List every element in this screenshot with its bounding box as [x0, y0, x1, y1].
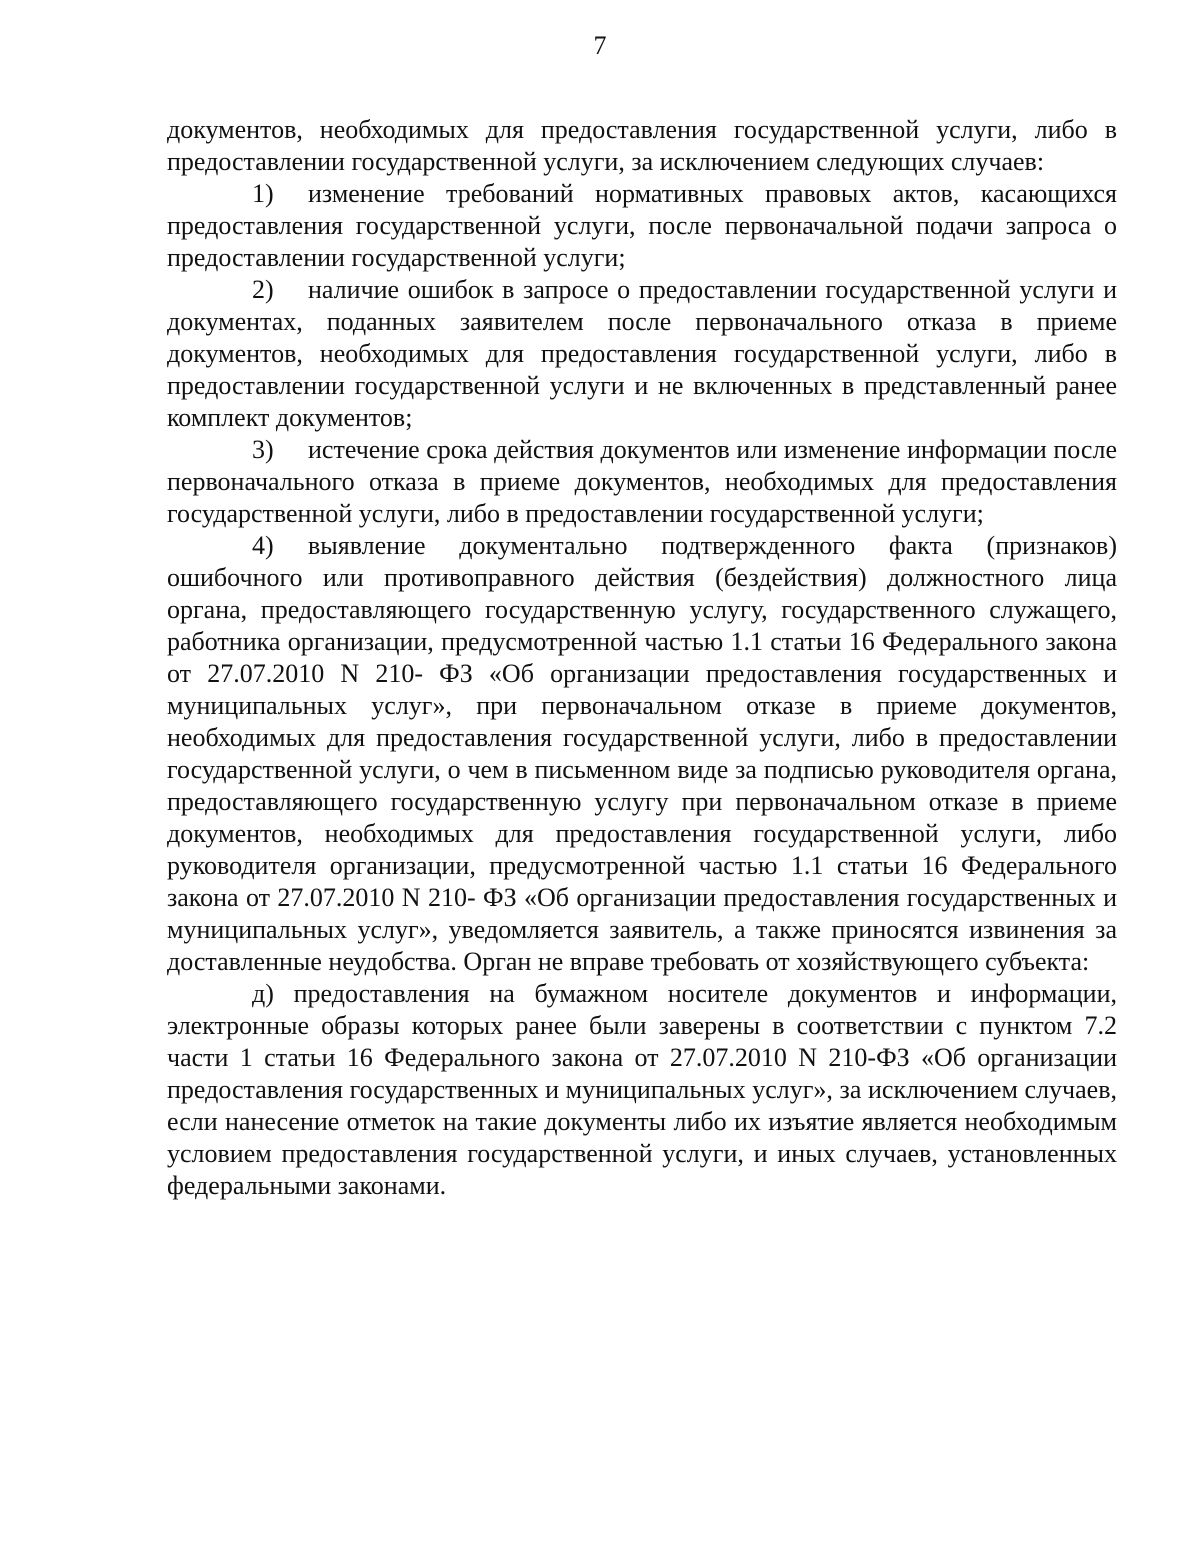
list-item-d: д) предоставления на бумажном носителе документов и информации, электронные образы которых ранее были заверены в соответствии с пунктом 7.2 части 1 статьи 16 Федерального закона от 27.07.2010 N 210-ФЗ «Об организации предоставления государственных и муниципальных услуг», за исключением случаев, если нанесение отметок на такие документы либо их изъятие является необходимым условием предоставления государственной услуги, и иных случаев, установленных федеральными законами. [167, 979, 1117, 1200]
list-item-marker: 4) [252, 531, 274, 560]
list-item-text: наличие ошибок в запросе о предоставлении государственной услуги и документах, поданных заявителем после первоначального отказа в приеме документов, необходимых для предоставления государственной услуги, либо в предоставлении государственной услуги и не включенных в представленный ранее комплект документов; [167, 275, 1117, 432]
list-item-1 [167, 178, 1117, 274]
document-body [167, 114, 1117, 1202]
list-item-text: выявление документально подтвержденного факта (признаков) ошибочного или противоправного действия (бездействия) должностного лица органа, предоставляющего государственную услугу, государственного служащего, работника организации, предусмотренной частью 1.1 статьи 16 Федерального закона от 27.07.2010 N 210- ФЗ «Об организации предоставления государственных и муниципальных услуг», при первоначальном отказе в приеме документов, необходимых для предоставления государственной услуги, либо в предоставлении государственной услуги, о чем в письменном виде за подписью руководителя органа, предоставляющего государственную услугу при первоначальном отказе в приеме документов, необходимых для предоставления государственной услуги, либо руководителя организации, предусмотренной частью 1.1 статьи 16 Федерального закона от 27.07.2010 N 210- ФЗ «Об организации предоставления государственных и муниципальных услуг», уведомляется заявитель, а также приносятся извинения за доставленные неудобства. Орган не вправе требовать от хозяйствующего субъекта: [167, 531, 1117, 976]
list-item-3 [167, 434, 1117, 530]
list-item-marker: 3) [252, 435, 274, 464]
list-item-marker: 1) [252, 179, 274, 208]
list-item-text: истечение срока действия документов или изменение информации после первоначального отказа в приеме документов, необходимых для предоставления государственной услуги, либо в предоставлении государственной услуги; [167, 435, 1117, 528]
list-item-4 [167, 530, 1117, 978]
list-item-marker: 2) [252, 275, 274, 304]
list-item-text: изменение требований нормативных правовых актов, касающихся предоставления государственной услуги, после первоначальной подачи запроса о предоставлении государственной услуги; [167, 179, 1117, 272]
list-item-2 [167, 274, 1117, 434]
paragraph-intro: документов, необходимых для предоставления государственной услуги, либо в предоставлении государственной услуги, за исключением следующих случаев: [167, 115, 1117, 176]
page-number: 7 [593, 31, 607, 60]
